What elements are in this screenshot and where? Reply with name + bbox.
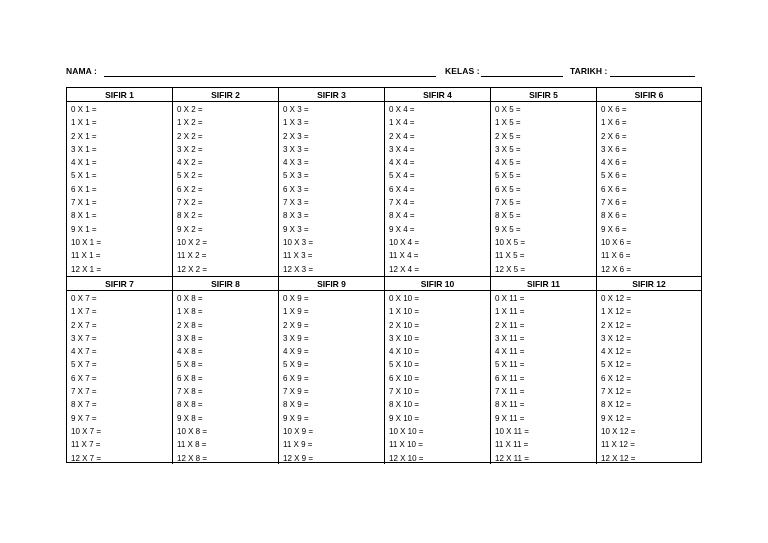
equation-row: 7 X 2 = [177,198,203,208]
equation-row: 1 X 12 = [601,307,632,317]
equation-row: 0 X 9 = [283,294,309,303]
equation-row: 11 X 1 = [71,251,101,261]
equation-row: 11 X 10 = [389,440,423,450]
equation-row: 2 X 9 = [283,320,309,330]
equation-row: 4 X 5 = [495,158,521,168]
equation-row: 6 X 2 = [177,184,203,194]
sifir-column [67,277,173,464]
equation-row: 5 X 11 = [495,360,525,370]
equation-row: 1 X 2 = [177,118,203,128]
equation-row: 1 X 5 = [495,118,521,128]
sifir-title: SIFIR 2 [173,88,278,102]
equation-row: 8 X 7 = [71,400,97,410]
equation-row: 0 X 6 = [601,105,627,114]
equation-row: 12 X 2 = [177,264,208,274]
sifir-column [597,277,701,464]
equation-row: 0 X 5 = [495,105,521,114]
equation-row: 11 X 12 = [601,440,635,450]
equation-row: 6 X 11 = [495,373,525,383]
equation-row: 3 X 1 = [71,144,97,154]
equation-row: 7 X 11 = [495,387,525,397]
nama-label: NAMA : [66,66,97,76]
equation-row: 9 X 2 = [177,224,203,234]
equation-row: 4 X 10 = [389,347,420,357]
equation-row: 5 X 1 = [71,171,97,181]
equation-row: 5 X 10 = [389,360,420,370]
sifir-rows [173,291,278,465]
equation-row: 9 X 11 = [495,413,525,423]
equation-row: 7 X 4 = [389,198,415,208]
equation-row: 8 X 5 = [495,211,521,221]
kelas-label: KELAS : [445,66,480,76]
equation-row: 7 X 5 = [495,198,521,208]
equation-row: 8 X 1 = [71,211,97,221]
equation-row: 10 X 8 = [177,426,208,436]
equation-row: 6 X 7 = [71,373,97,383]
sifir-title: SIFIR 6 [597,88,701,102]
equation-row: 0 X 7 = [71,294,97,303]
equation-row: 0 X 4 = [389,105,415,114]
equation-row: 10 X 7 = [71,426,102,436]
equation-row: 8 X 12 = [601,400,632,410]
equation-row: 12 X 4 = [389,264,420,274]
equation-row: 11 X 7 = [71,440,101,450]
equation-row: 11 X 2 = [177,251,207,261]
equation-row: 8 X 10 = [389,400,420,410]
tarikh-label: TARIKH : [570,66,608,76]
equation-row: 2 X 10 = [389,320,420,330]
equation-row: 10 X 12 = [601,426,636,436]
equation-row: 9 X 6 = [601,224,627,234]
equation-row: 5 X 6 = [601,171,627,181]
equation-row: 0 X 1 = [71,105,97,114]
equation-row: 8 X 9 = [283,400,309,410]
equation-row: 11 X 3 = [283,251,313,261]
equation-row: 11 X 11 = [495,440,529,450]
equation-row: 1 X 8 = [177,307,203,317]
equation-row: 6 X 3 = [283,184,309,194]
equation-row: 2 X 11 = [495,320,525,330]
equation-row: 6 X 10 = [389,373,420,383]
equation-row: 8 X 8 = [177,400,203,410]
equation-row: 10 X 2 = [177,237,208,247]
equation-row: 7 X 12 = [601,387,632,397]
equation-row: 6 X 9 = [283,373,309,383]
equation-row: 11 X 8 = [177,440,207,450]
equation-row: 9 X 5 = [495,224,521,234]
sifir-title: SIFIR 11 [491,277,596,291]
equation-row: 3 X 3 = [283,144,309,154]
equation-row: 2 X 8 = [177,320,203,330]
equation-row: 4 X 7 = [71,347,97,357]
sifir-title: SIFIR 7 [67,277,172,291]
equation-row: 12 X 12 = [601,453,636,463]
equation-row: 4 X 6 = [601,158,627,168]
sifir-rows [491,102,596,276]
sifir-column [279,277,385,464]
table-block-bottom [67,276,701,464]
equation-row: 0 X 3 = [283,105,309,114]
equation-row: 7 X 10 = [389,387,420,397]
equation-row: 10 X 1 = [71,237,102,247]
sifir-rows [67,102,172,276]
sifir-column [491,88,597,276]
equation-row: 5 X 2 = [177,171,203,181]
equation-row: 2 X 4 = [389,131,415,141]
equation-row: 8 X 2 = [177,211,203,221]
equation-row: 3 X 11 = [495,333,525,343]
table-block-top [67,88,701,276]
equation-row: 10 X 10 = [389,426,424,436]
equation-row: 12 X 3 = [283,264,314,274]
sifir-column [173,277,279,464]
sifir-title: SIFIR 5 [491,88,596,102]
equation-row: 12 X 9 = [283,453,314,463]
equation-row: 10 X 3 = [283,237,314,247]
equation-row: 4 X 1 = [71,158,97,168]
sifir-title: SIFIR 8 [173,277,278,291]
sifir-rows [279,102,384,276]
equation-row: 7 X 1 = [71,198,97,208]
sifir-rows [67,291,172,465]
sifir-rows [597,102,701,276]
sifir-column [385,88,491,276]
sifir-column [385,277,491,464]
sifir-column [67,88,173,276]
equation-row: 3 X 12 = [601,333,632,343]
equation-row: 9 X 12 = [601,413,632,423]
equation-row: 0 X 2 = [177,105,203,114]
equation-row: 9 X 4 = [389,224,415,234]
equation-row: 4 X 11 = [495,347,525,357]
equation-row: 3 X 9 = [283,333,309,343]
equation-row: 12 X 6 = [601,264,632,274]
sifir-title: SIFIR 9 [279,277,384,291]
equation-row: 7 X 8 = [177,387,203,397]
equation-row: 2 X 12 = [601,320,632,330]
sifir-rows [173,102,278,276]
equation-row: 3 X 8 = [177,333,203,343]
equation-row: 9 X 3 = [283,224,309,234]
equation-row: 3 X 5 = [495,144,521,154]
student-info-header [66,66,706,80]
equation-row: 10 X 6 = [601,237,632,247]
equation-row: 3 X 6 = [601,144,627,154]
sifir-title: SIFIR 10 [385,277,490,291]
equation-row: 7 X 6 = [601,198,627,208]
equation-row: 9 X 1 = [71,224,97,234]
equation-row: 8 X 4 = [389,211,415,221]
equation-row: 1 X 11 = [495,307,525,317]
equation-row: 0 X 12 = [601,294,632,303]
equation-row: 12 X 11 = [495,453,529,463]
equation-row: 0 X 11 = [495,294,525,303]
equation-row: 12 X 10 = [389,453,424,463]
equation-row: 5 X 12 = [601,360,632,370]
equation-row: 8 X 3 = [283,211,309,221]
kelas-field[interactable] [481,76,563,77]
equation-row: 1 X 10 = [389,307,420,317]
equation-row: 2 X 3 = [283,131,309,141]
sifir-column [491,277,597,464]
equation-row: 2 X 7 = [71,320,97,330]
sifir-column [279,88,385,276]
sifir-rows [385,102,490,276]
equation-row: 1 X 4 = [389,118,415,128]
equation-row: 11 X 6 = [601,251,631,261]
equation-row: 3 X 4 = [389,144,415,154]
equation-row: 9 X 10 = [389,413,420,423]
equation-row: 2 X 2 = [177,131,203,141]
equation-row: 6 X 4 = [389,184,415,194]
equation-row: 6 X 5 = [495,184,521,194]
equation-row: 5 X 7 = [71,360,97,370]
equation-row: 5 X 5 = [495,171,521,181]
equation-row: 12 X 5 = [495,264,526,274]
equation-row: 7 X 9 = [283,387,309,397]
sifir-title: SIFIR 12 [597,277,701,291]
equation-row: 7 X 3 = [283,198,309,208]
equation-row: 0 X 8 = [177,294,203,303]
sifir-rows [597,291,701,465]
equation-row: 3 X 2 = [177,144,203,154]
equation-row: 12 X 8 = [177,453,208,463]
equation-row: 4 X 4 = [389,158,415,168]
sifir-title: SIFIR 4 [385,88,490,102]
equation-row: 2 X 1 = [71,131,97,141]
equation-row: 10 X 11 = [495,426,529,436]
equation-row: 5 X 3 = [283,171,309,181]
sifir-rows [491,291,596,465]
equation-row: 5 X 9 = [283,360,309,370]
multiplication-table-sheet [66,87,702,463]
equation-row: 4 X 3 = [283,158,309,168]
tarikh-field[interactable] [610,76,695,77]
equation-row: 4 X 9 = [283,347,309,357]
equation-row: 3 X 7 = [71,333,97,343]
equation-row: 5 X 8 = [177,360,203,370]
equation-row: 2 X 5 = [495,131,521,141]
equation-row: 12 X 1 = [71,264,102,274]
sifir-rows [279,291,384,465]
equation-row: 9 X 9 = [283,413,309,423]
equation-row: 1 X 9 = [283,307,309,317]
equation-row: 8 X 6 = [601,211,627,221]
nama-field[interactable] [104,76,436,77]
equation-row: 11 X 4 = [389,251,419,261]
equation-row: 5 X 4 = [389,171,415,181]
equation-row: 6 X 8 = [177,373,203,383]
equation-row: 2 X 6 = [601,131,627,141]
equation-row: 4 X 2 = [177,158,203,168]
sifir-title: SIFIR 3 [279,88,384,102]
equation-row: 11 X 5 = [495,251,525,261]
equation-row: 8 X 11 = [495,400,525,410]
equation-row: 1 X 3 = [283,118,309,128]
equation-row: 6 X 12 = [601,373,632,383]
equation-row: 9 X 7 = [71,413,97,423]
equation-row: 10 X 9 = [283,426,314,436]
equation-row: 11 X 9 = [283,440,313,450]
equation-row: 7 X 7 = [71,387,97,397]
equation-row: 1 X 7 = [71,307,97,317]
sifir-rows [385,291,490,465]
sifir-column [597,88,701,276]
equation-row: 4 X 8 = [177,347,203,357]
equation-row: 10 X 4 = [389,237,420,247]
sifir-column [173,88,279,276]
equation-row: 3 X 10 = [389,333,420,343]
equation-row: 12 X 7 = [71,453,102,463]
equation-row: 10 X 5 = [495,237,526,247]
equation-row: 4 X 12 = [601,347,632,357]
equation-row: 6 X 6 = [601,184,627,194]
sifir-title: SIFIR 1 [67,88,172,102]
equation-row: 9 X 8 = [177,413,203,423]
equation-row: 6 X 1 = [71,184,97,194]
equation-row: 1 X 6 = [601,118,627,128]
equation-row: 0 X 10 = [389,294,420,303]
equation-row: 1 X 1 = [71,118,97,128]
